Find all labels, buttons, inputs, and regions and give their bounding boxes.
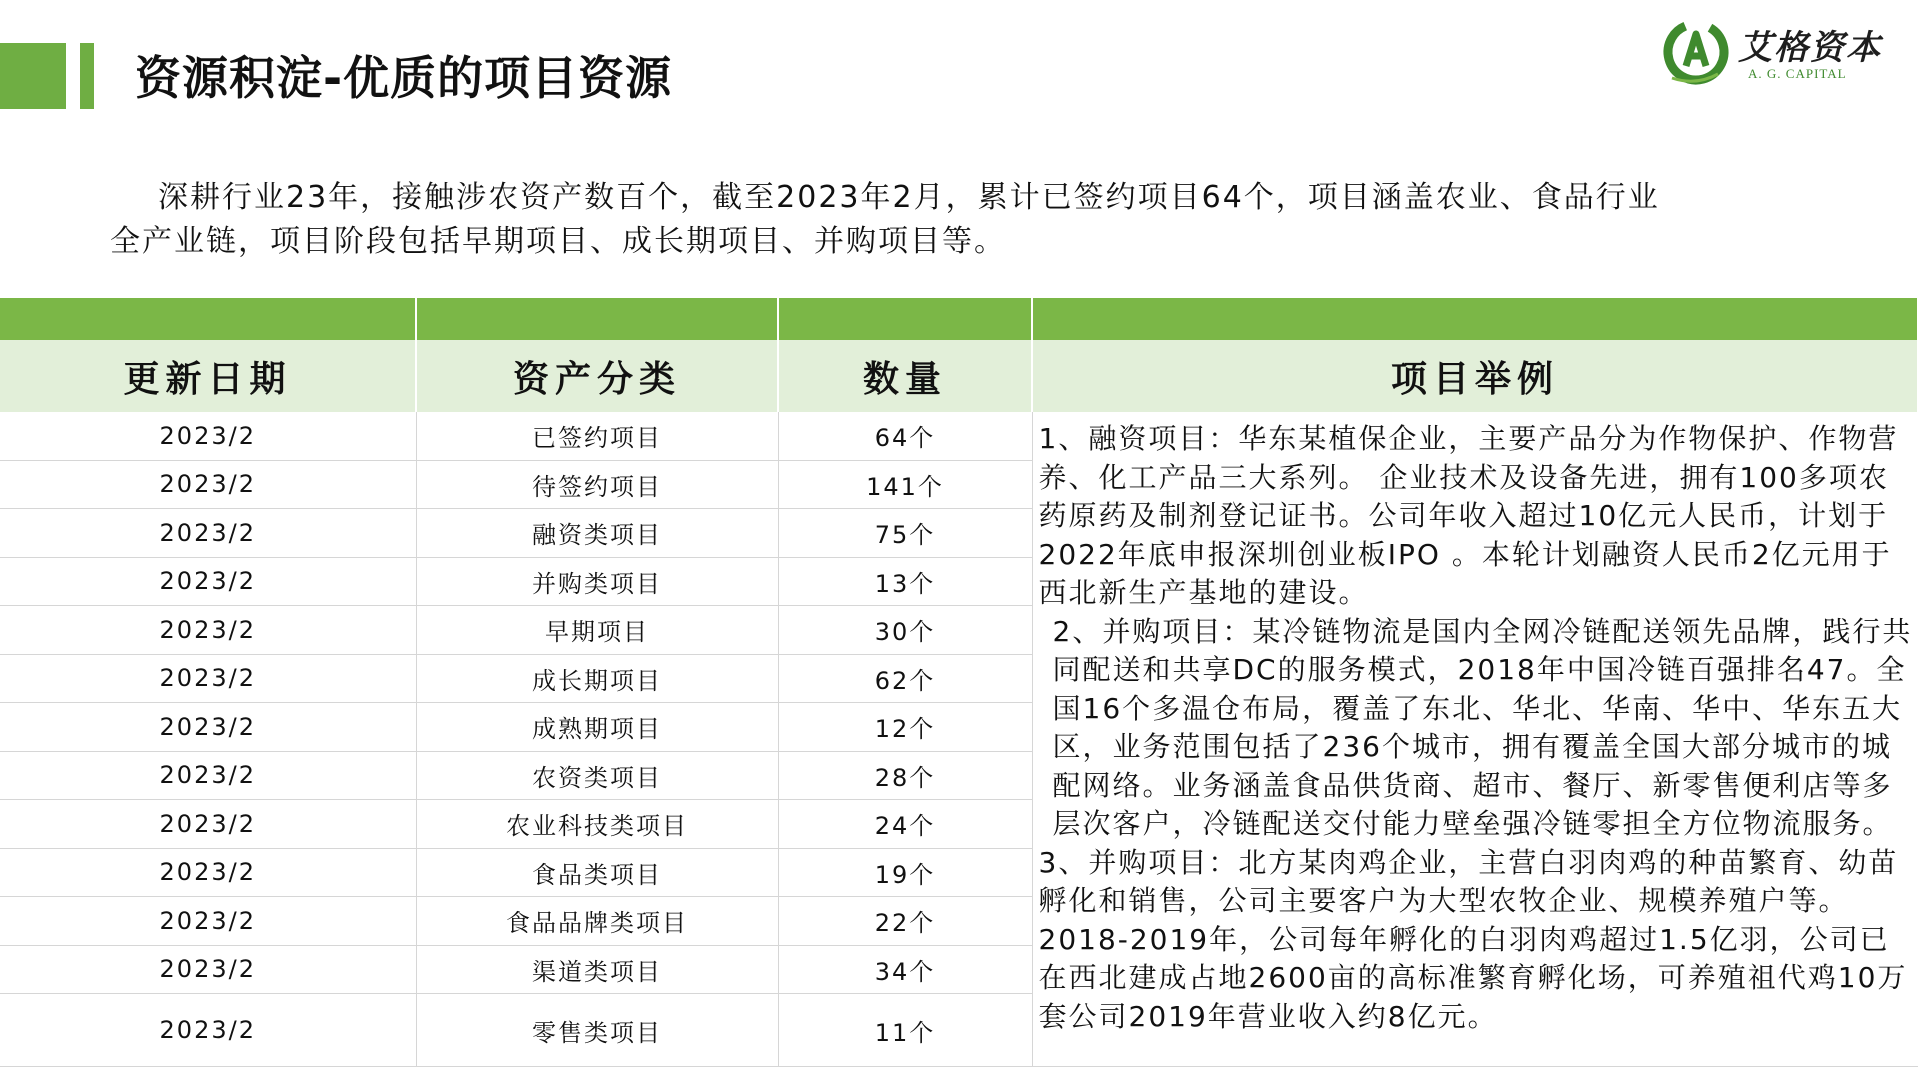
intro-line-1: 深耕行业23年，接触涉农资产数百个，截至2023年2月，累计已签约项目64个，项目涵盖农业、食品行业: [158, 180, 1660, 215]
table-header-band: [0, 298, 1918, 340]
cell-date: 2023/2: [0, 606, 416, 655]
cell-count: 11个: [778, 994, 1032, 1067]
header-count: 数量: [778, 340, 1032, 412]
example-2: 2、并购项目：某冷链物流是国内全网冷链配送领先品牌，践行共同配送和共享DC的服务模式，2018年中国冷链百强排名47。全国16个多温仓布局，覆盖了东北、华北、华南、华中、华东五大区，业务范围包括了236个城市，拥有覆盖全国大部分城市的城配网络。业务涵盖食品供货商、超市、餐厅、新零售便利店等多层次客户，冷链配送交付能力壁垒强冷链零担全方位物流服务。: [1052, 614, 1913, 840]
title-accent-bar: [80, 43, 94, 109]
page-title: 资源积淀-优质的项目资源: [135, 51, 673, 105]
band-cell: [0, 298, 416, 340]
cell-date: 2023/2: [0, 848, 416, 897]
asset-table: [0, 298, 1918, 1067]
project-examples-cell: [1032, 412, 1918, 1067]
cell-count: 28个: [778, 751, 1032, 800]
cell-date: 2023/2: [0, 412, 416, 460]
cell-category: 农资类项目: [416, 751, 778, 800]
cell-count: 24个: [778, 800, 1032, 849]
band-cell: [416, 298, 778, 340]
cell-date: 2023/2: [0, 509, 416, 558]
cell-count: 34个: [778, 945, 1032, 994]
cell-category: 并购类项目: [416, 557, 778, 606]
cell-category: 食品品牌类项目: [416, 897, 778, 946]
cell-date: 2023/2: [0, 897, 416, 946]
cell-category: 已签约项目: [416, 412, 778, 460]
cell-count: 75个: [778, 509, 1032, 558]
cell-count: 64个: [778, 412, 1032, 460]
cell-date: 2023/2: [0, 654, 416, 703]
cell-date: 2023/2: [0, 800, 416, 849]
cell-date: 2023/2: [0, 703, 416, 752]
cell-date: 2023/2: [0, 460, 416, 509]
cell-category: 待签约项目: [416, 460, 778, 509]
title-accent-block: [0, 43, 66, 109]
logo-chinese-name: 艾格资本: [1738, 28, 1882, 68]
intro-paragraph: [110, 176, 1810, 264]
cell-category: 成长期项目: [416, 654, 778, 703]
cell-category: 食品类项目: [416, 848, 778, 897]
cell-date: 2023/2: [0, 945, 416, 994]
cell-date: 2023/2: [0, 557, 416, 606]
cell-count: 12个: [778, 703, 1032, 752]
table-header-row: [0, 340, 1918, 412]
band-cell: [778, 298, 1032, 340]
cell-date: 2023/2: [0, 751, 416, 800]
header-category: 资产分类: [416, 340, 778, 412]
intro-line-2: 全产业链，项目阶段包括早期项目、成长期项目、并购项目等。: [110, 224, 1006, 259]
cell-count: 62个: [778, 654, 1032, 703]
band-cell: [1032, 298, 1918, 340]
logo-english-name: A. G. CAPITAL: [1748, 66, 1847, 81]
cell-count: 30个: [778, 606, 1032, 655]
example-3: 3、并购项目：北方某肉鸡企业，主营白羽肉鸡的种苗繁育、幼苗孵化和销售，公司主要客户为大型农牧企业、规模养殖户等。2018-2019年，公司每年孵化的白羽肉鸡超过1.5亿羽，公司已在西北建成占地2600亩的高标准繁育孵化场，可养殖祖代鸡10万套公司2019年营业收入约8亿元。: [1038, 845, 1908, 1033]
cell-count: 141个: [778, 460, 1032, 509]
cell-category: 农业科技类项目: [416, 800, 778, 849]
cell-category: 融资类项目: [416, 509, 778, 558]
header-examples: 项目举例: [1032, 340, 1918, 412]
table-row: [0, 412, 1918, 460]
cell-category: 成熟期项目: [416, 703, 778, 752]
cell-count: 22个: [778, 897, 1032, 946]
header-date: 更新日期: [0, 340, 416, 412]
example-1: 1、融资项目：华东某植保企业，主要产品分为作物保护、作物营养、化工产品三大系列。 企业技术及设备先进，拥有100多项农药原药及制剂登记证书。公司年收入超过10亿元人民币，计划于2022年底申报深圳创业板IPO 。本轮计划融资人民币2亿元用于西北新生产基地的建设。: [1038, 422, 1899, 609]
cell-category: 零售类项目: [416, 994, 778, 1067]
cell-category: 渠道类项目: [416, 945, 778, 994]
cell-category: 早期项目: [416, 606, 778, 655]
cell-date: 2023/2: [0, 994, 416, 1067]
cell-count: 19个: [778, 848, 1032, 897]
cell-count: 13个: [778, 557, 1032, 606]
